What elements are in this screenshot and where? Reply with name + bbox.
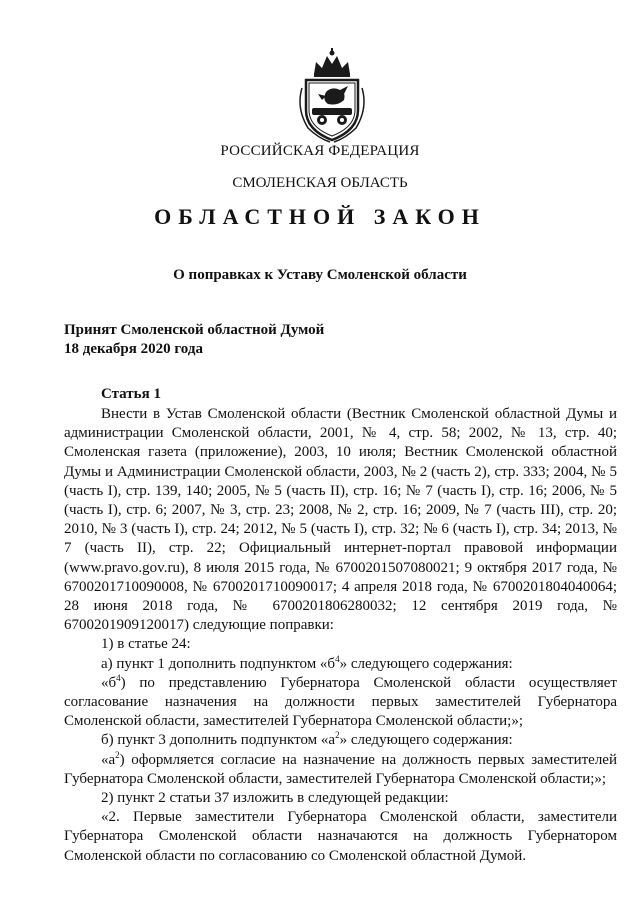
item-1b-text: б) пункт 3 дополнить подпунктом «а <box>101 732 336 749</box>
item-2: 2) пункт 2 статьи 37 изложить в следующей редакции: <box>101 790 449 807</box>
quote-2-text: «а <box>101 751 116 768</box>
item-1a-sup: 4 <box>335 653 340 664</box>
coat-of-arms-icon <box>292 48 372 144</box>
quote-2-sup: 2 <box>115 749 120 760</box>
item-1a-text: а) пункт 1 дополнить подпунктом «б <box>101 655 336 672</box>
item-1b-text-end: » следующего содержания: <box>339 732 513 749</box>
item-1b <box>64 731 617 750</box>
adoption-authority: Принят Смоленской областной Думой <box>64 322 325 338</box>
quote-2 <box>64 751 617 789</box>
item-1a <box>64 655 617 674</box>
item-1a-text-end: » следующего содержания: <box>339 655 513 672</box>
article-body <box>64 405 617 866</box>
adoption-date: 18 декабря 2020 года <box>64 341 203 357</box>
law-title: О поправках к Уставу Смоленской области <box>173 267 467 283</box>
document-type-heading: ОБЛАСТНОЙ ЗАКОН <box>154 204 486 229</box>
quote-2-text-end: ) оформляется согласие на назначение на должность первых заместителей Губернатора Смоленской области, заместителей Губернатора Смоленской области;»; <box>64 751 617 787</box>
article-heading: Статья 1 <box>101 386 161 402</box>
quote-1-text-end: ) по представлению Губернатора Смоленской области осуществляет согласование назначения на должности первых заместителей Губернатора Смоленской области, заместителей Губернатора Смоленской области;»; <box>64 674 617 730</box>
item-1: 1) в статье 24: <box>101 636 191 653</box>
article-intro: Внести в Устав Смоленской области (Вестник Смоленской областной Думы и администрации Смоленской области, 2001, № 4, стр. 58; 2002, № 13, стр. 40; Смоленская газета (приложение), 2003, 10 июля; Вестник Смоленской областной Думы и Администрации Смоленской области, 2003, № 2 (часть 2), стр. 333; 2004, № 5 (часть I), стр. 139, 140; 2005, № 5 (часть II), стр. 16; № 7 (часть I), стр. 16; 2006, № 5 (часть I), стр. 6; 2007, № 3, стр. 23; 2008, № 2, стр. 16; 2009, № 7 (часть III), стр. 20; 2010, № 3 (часть I), стр. 24; 2012, № 5 (часть I), стр. 32; № 6 (часть I), стр. 34; 2013, № 7 (часть II), стр. 22; Официальный интернет-портал правовой информации (www.pravo.gov.ru), 8 июля 2015 года, № 6700201507080021; 9 октября 2017 года, № 6700201710090008, № 6700201710090017; 4 апреля 2018 года, № 6700201804040064; 28 июня 2018 года, № 6700201806280032; 12 сентября 2019 года, № 6700201909120017) следующие поправки: <box>64 406 617 634</box>
quote-1-sup: 4 <box>116 672 121 683</box>
region-heading: СМОЛЕНСКАЯ ОБЛАСТЬ <box>232 175 408 191</box>
quote-1 <box>64 674 617 732</box>
quote-3: «2. Первые заместители Губернатора Смоленской области, заместители Губернатора Смоленской области назначаются на должность Губернатором Смоленской области по согласованию со Смоленской областной Думой. <box>64 809 617 864</box>
country-heading: РОССИЙСКАЯ ФЕДЕРАЦИЯ <box>220 143 420 159</box>
adoption-info <box>64 321 324 359</box>
item-1b-sup: 2 <box>335 730 340 741</box>
quote-1-text: «б <box>101 674 117 691</box>
